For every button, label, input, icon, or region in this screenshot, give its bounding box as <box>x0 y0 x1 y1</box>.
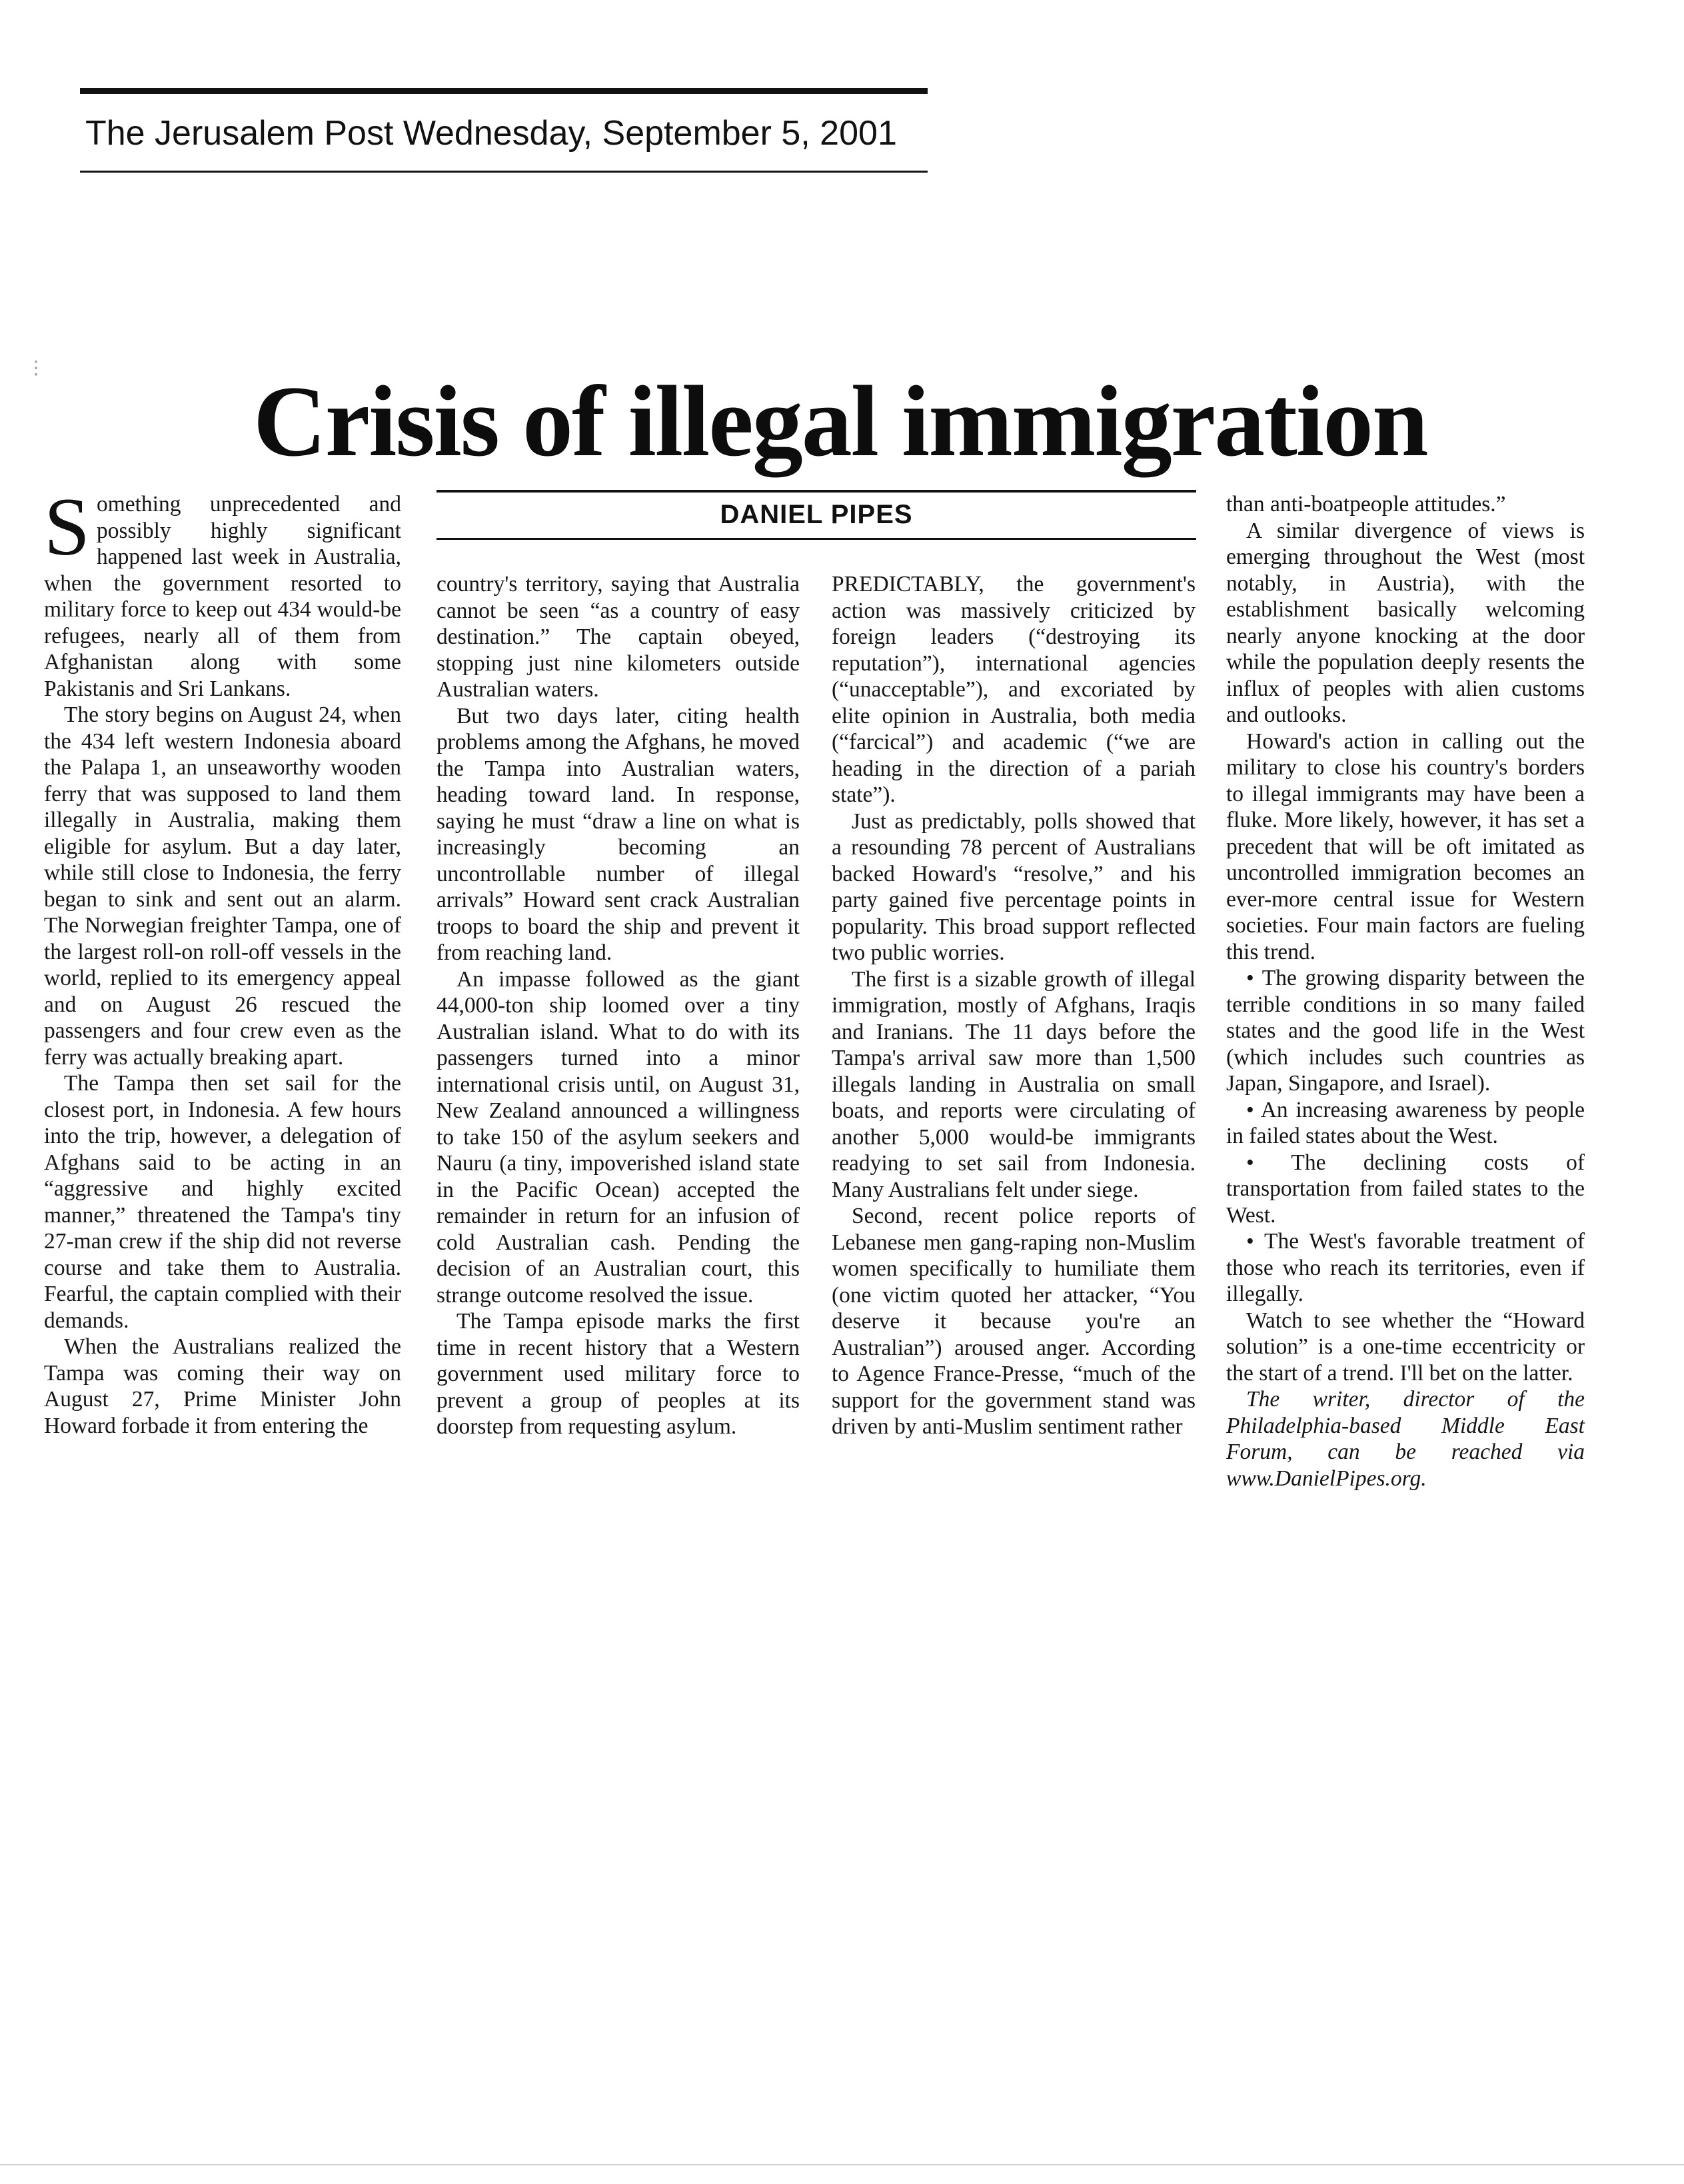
scan-margin-mark: ⋮ <box>27 358 45 379</box>
bullet-paragraph: • The declining costs of transportation from failed states to the West. <box>1226 1150 1585 1228</box>
paragraph-text: omething unprecedented and possibly highly significant happened last week in Australia, when the government resorted to military force to keep out 434 would-be refugees, nearly all of them from Afghanistan along with some Pakistanis and Sri Lankans. <box>44 492 401 701</box>
bullet-paragraph: • The growing disparity between the terrible conditions in so many failed states and the good life in the West (which includes such countries as Japan, Singapore, and Israel). <box>1226 966 1585 1096</box>
byline: DANIEL PIPES <box>720 500 913 529</box>
masthead-publication-date: The Jerusalem Post Wednesday, September 5, 2001 <box>85 114 897 153</box>
article-column-2 <box>436 571 800 1440</box>
scan-bottom-edge <box>0 2164 1684 2165</box>
paragraph: Howard's action in calling out the military to close his country's borders to illegal immigrants may have been a fluke. More likely, however, it has set a precedent that will be oft imitated as uncontrolled immigration becomes an ever-more central issue for Western societies. Four main factors are fueling this trend. <box>1226 728 1585 964</box>
paragraph: Just as predictably, polls showed that a resounding 78 percent of Australians backed Howard's “resolve,” and his party gained five percentage points in popularity. This broad support reflected two public worries. <box>832 808 1196 965</box>
paragraph: An impasse followed as the giant 44,000-ton ship loomed over a tiny Australian island. What to do with its passengers turned into a minor international crisis until, on August 31, New Zealand announced a willingness to take 150 of the asylum seekers and Nauru (a tiny, impoverished island state in the Pacific Ocean) accepted the remainder in return for an infusion of cold Australian cash. Pending the decision of an Australian court, this strange outcome resolved the issue. <box>436 966 800 1308</box>
headline: Crisis of illegal immigration <box>253 365 1427 477</box>
paragraph: The Tampa then set sail for the closest port, in Indonesia. A few hours into the trip, however, a delegation of Afghans said to be acting in an “aggressive and highly excited manner,” threatened the Tampa's tiny 27-man crew if the ship did not reverse course and take them to Australia. Fearful, the captain complied with their demands. <box>44 1071 401 1333</box>
bullet-paragraph: • An increasing awareness by people in failed states about the West. <box>1226 1097 1585 1148</box>
masthead-rule-bottom <box>80 171 928 173</box>
paragraph: PREDICTABLY, the government's action was massively criticized by foreign leaders (“destroying its reputation”), international agencies (“unacceptable”), and excoriated by elite opinion in Australia, both media (“farcical”) and academic (“we are heading in the direction of a pariah state”). <box>832 572 1196 807</box>
byline-rule-bottom <box>436 538 1196 540</box>
paragraph: country's territory, saying that Australia cannot be seen “as a country of easy destination.” The captain obeyed, stopping just nine kilometers outside Australian waters. <box>436 572 800 702</box>
masthead-rule-top <box>80 88 928 94</box>
author-signature: The writer, director of the Philadelphia-based Middle East Forum, can be reached via www.DanielPipes.org. <box>1226 1387 1585 1491</box>
paragraph: When the Australians realized the Tampa was coming their way on August 27, Prime Minister John Howard forbade it from entering the <box>44 1334 401 1438</box>
article-column-3 <box>832 571 1196 1440</box>
paragraph: The Tampa episode marks the first time in recent history that a Western government used military force to prevent a group of peoples at its doorstep from requesting asylum. <box>436 1309 800 1439</box>
paragraph: Watch to see whether the “Howard solution” is a one-time eccentricity or the start of a trend. I'll bet on the latter. <box>1226 1308 1585 1386</box>
paragraph: The story begins on August 24, when the 434 left western Indonesia aboard the Palapa 1, an unseaworthy wooden ferry that was supposed to land them illegally in Australia, making them eligible for asylum. But a day later, while still close to Indonesia, the ferry began to sink and sent out an alarm. The Norwegian freighter Tampa, one of the largest roll-on roll-off vessels in the world, replied to its emergency appeal and on August 26 rescued the passengers and four crew even as the ferry was actually breaking apart. <box>44 702 401 1070</box>
paragraph: than anti-boatpeople attitudes.” <box>1226 492 1506 517</box>
article-column-4 <box>1226 491 1585 1492</box>
drop-cap: S <box>44 481 90 572</box>
paragraph <box>44 481 401 702</box>
paragraph: Second, recent police reports of Lebanese men gang-raping non-Muslim women specifically to humiliate them (one victim quoted her attacker, “You deserve it because you're an Australian”) aroused anger. According to Agence France-Presse, “much of the support for the government stand was driven by anti-Muslim sentiment rather <box>832 1204 1196 1439</box>
article-column-1 <box>44 481 401 1439</box>
bullet-paragraph: • The West's favorable treatment of those who reach its territories, even if illegally. <box>1226 1229 1585 1306</box>
paragraph: But two days later, citing health problems among the Afghans, he moved the Tampa into Australian waters, heading toward land. In response, saying he must “draw a line on what is increasingly becoming an uncontrollable number of illegal arrivals” Howard sent crack Australian troops to board the ship and prevent it from reaching land. <box>436 703 800 965</box>
paragraph: The first is a sizable growth of illegal immigration, mostly of Afghans, Iraqis and Iranians. The 11 days before the Tampa's arrival saw more than 1,500 illegals landing in Australia on small boats, and reports were circulating of another 5,000 would-be immigrants readying to set sail from Indonesia. Many Australians felt under siege. <box>832 966 1196 1202</box>
byline-rule-top <box>436 490 1196 493</box>
paragraph: A similar divergence of views is emerging throughout the West (most notably, in Austria), with the establishment basically welcoming nearly anyone knocking at the door while the population deeply resents the influx of peoples with alien customs and outlooks. <box>1226 518 1585 727</box>
